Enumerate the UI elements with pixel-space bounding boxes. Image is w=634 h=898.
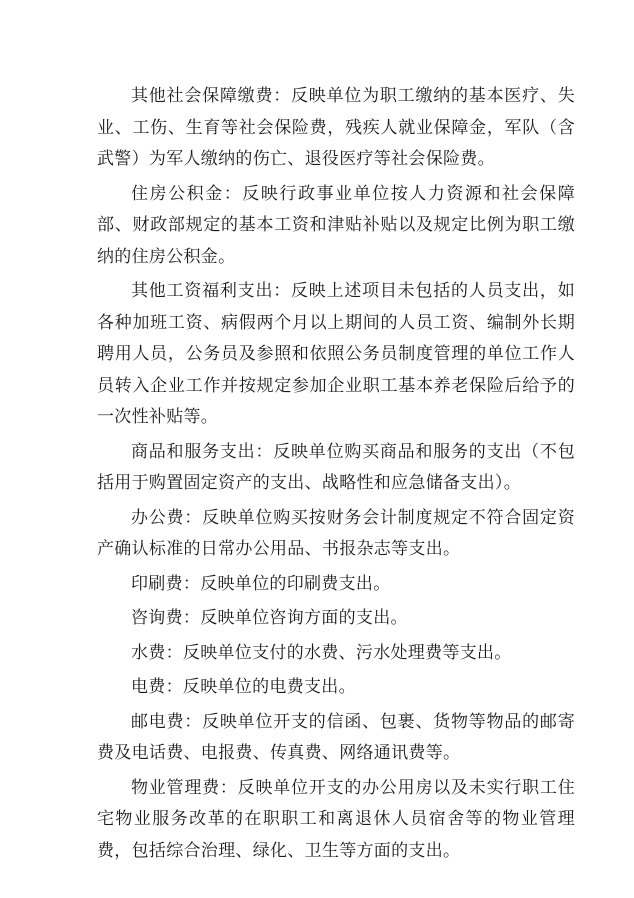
paragraph-other-social-security: 其他社会保障缴费：反映单位为职工缴纳的基本医疗、失业、工伤、生育等社会保险费，残疾人就业保障金，军队（含武警）为军人缴纳的伤亡、退役医疗等社会保险费。 [97,86,575,169]
paragraph-housing-fund: 住房公积金：反映行政事业单位按人力资源和社会保障部、财政部规定的基本工资和津贴补贴以及规定比例为职工缴纳的住房公积金。 [97,183,575,267]
document-page [97,81,575,867]
paragraph-printing-expense: 印刷费：反映单位的印刷费支出。 [131,573,391,594]
paragraph-consulting-expense: 咨询费：反映单位咨询方面的支出。 [131,608,408,628]
paragraph-electricity-expense: 电费：反映单位的电费支出。 [131,677,356,697]
paragraph-goods-services: 商品和服务支出：反映单位购买商品和服务的支出（不包括用于购置固定资产的支出、战略性和应急储备支出）。 [97,441,575,493]
paragraph-postal-telecom-expense: 邮电费：反映单位开支的信函、包裹、货物等物品的邮寄费及电话费、电报费、传真费、网络通讯费等。 [97,711,575,763]
paragraph-office-expense: 办公费：反映单位购买按财务会计制度规定不符合固定资产确认标准的日常办公用品、书报杂志等支出。 [97,507,575,559]
paragraph-property-management-expense: 物业管理费：反映单位开支的办公用房以及未实行职工住宅物业服务改革的在职职工和离退休人员宿舍等的物业管理费，包括综合治理、绿化、卫生等方面的支出。 [97,777,575,861]
paragraph-other-wage-welfare: 其他工资福利支出：反映上述项目未包括的人员支出，如各种加班工资、病假两个月以上期间的人员工资、编制外长期聘用人员，公务员及参照和依照公务员制度管理的单位工作人员转入企业工作并按规定参加企业职工基本养老保险后给予的一次性补贴等。 [97,281,575,427]
paragraph-water-expense: 水费：反映单位支付的水费、污水处理费等支出。 [131,642,512,663]
